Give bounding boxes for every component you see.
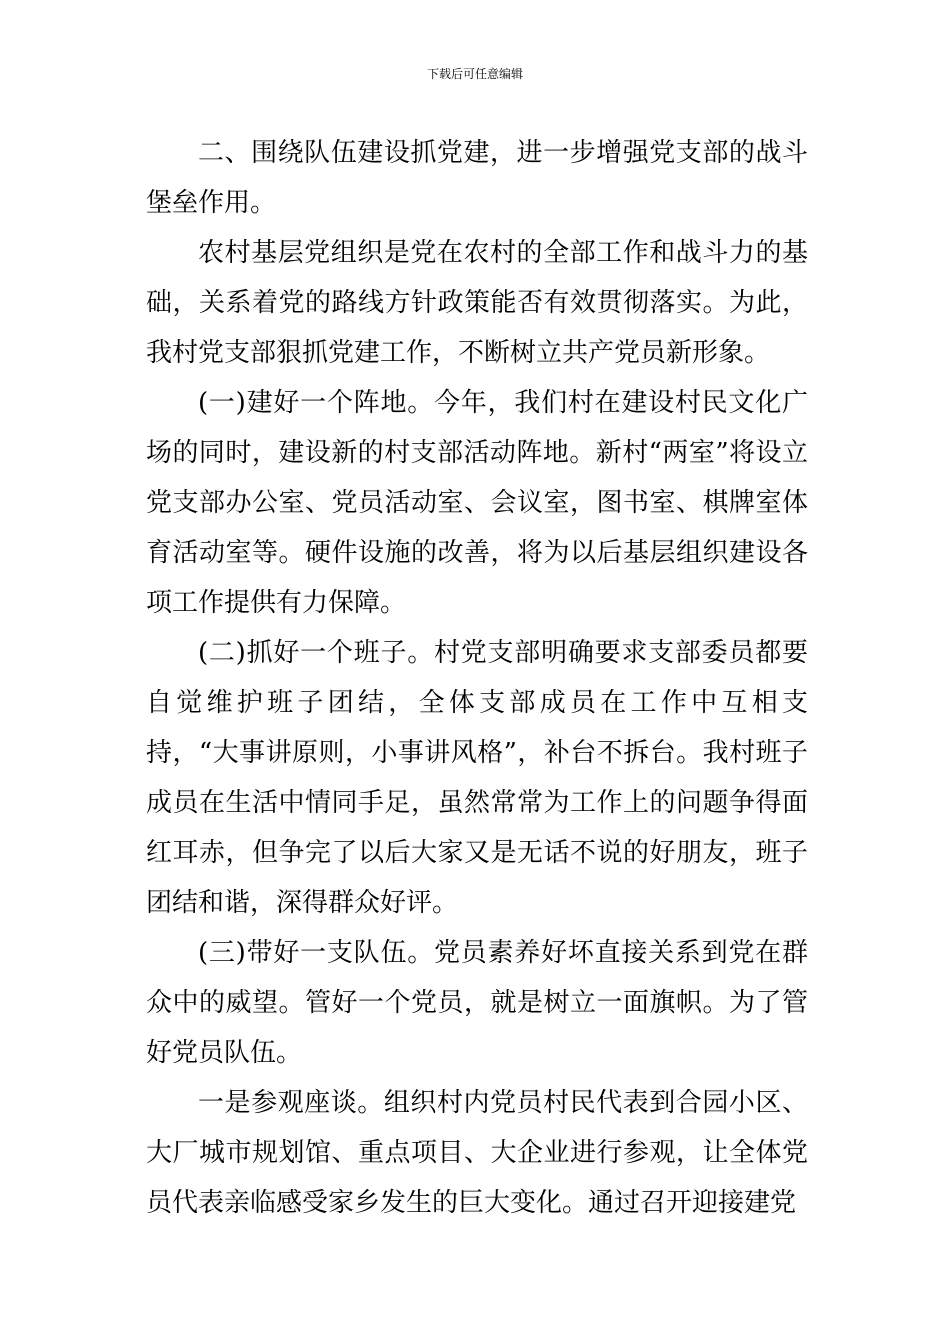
document-body [146, 128, 808, 1228]
paragraph-intro: 农村基层党组织是党在农村的全部工作和战斗力的基础，关系着党的路线方针政策能否有效贯彻落实。为此，我村党支部狠抓党建工作，不断树立共产党员新形象。 [146, 238, 808, 368]
paragraph-section-heading: 二、围绕队伍建设抓党建，进一步增强党支部的战斗堡垒作用。 [146, 138, 808, 218]
paragraph-item-two: (二)抓好一个班子。村党支部明确要求支部委员都要自觉维护班子团结，全体支部成员在工作中互相支持，“大事讲原则，小事讲风格”，补台不拆台。我村班子成员在生活中情同手足，虽然常常为工作上的问题争得面红耳赤，但争完了以后大家又是无话不说的好朋友，班子团结和谐，深得群众好评。 [146, 638, 808, 918]
header-note: 下载后可任意编辑 [426, 67, 523, 81]
paragraph-item-three: (三)带好一支队伍。党员素养好坏直接关系到党在群众中的威望。管好一个党员，就是树立一面旗帜。为了管好党员队伍。 [146, 938, 808, 1068]
paragraph-visit-discussion: 一是参观座谈。组织村内党员村民代表到合园小区、大厂城市规划馆、重点项目、大企业进行参观，让全体党员代表亲临感受家乡发生的巨大变化。通过召开迎接建党 [146, 1088, 808, 1218]
paragraph-item-one: (一)建好一个阵地。今年，我们村在建设村民文化广场的同时，建设新的村支部活动阵地。新村“两室”将设立党支部办公室、党员活动室、会议室，图书室、棋牌室体育活动室等。硬件设施的改善，将为以后基层组织建设各项工作提供有力保障。 [146, 388, 808, 618]
